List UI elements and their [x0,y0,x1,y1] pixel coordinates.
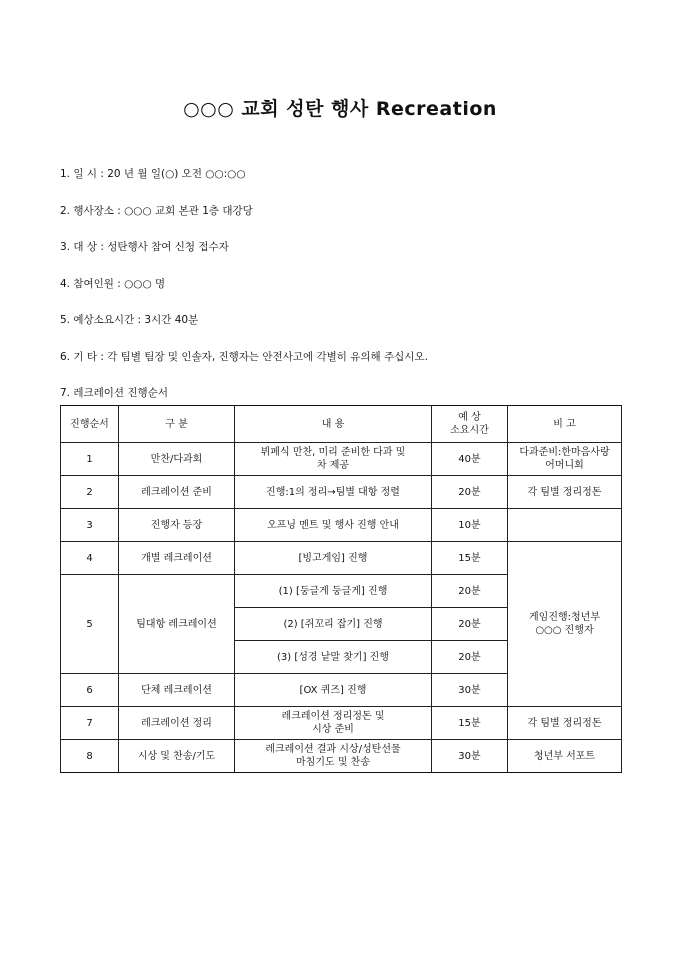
row-content-line: 마침기도 및 찬송 [296,757,370,768]
row-content-line: 레크레이션 정리정돈 및 [281,711,385,722]
row-note: 각 팀별 정리정돈 [508,707,622,740]
info-schedule-heading: 7. 레크레이션 진행순서 [60,387,168,399]
row-order: 5 [61,575,119,674]
row-content [235,443,432,476]
document-title: ○○○ 교회 성탄 행사 Recreation [183,98,497,120]
row-order: 2 [61,476,119,509]
table-row [61,740,622,773]
row-note: 청년부 서포트 [508,740,622,773]
row-note-line: ○○○ 진행자 [535,625,594,636]
row-content: 진행:1의 정리→팀별 대항 정렬 [235,476,432,509]
row-category: 레크레이션 준비 [119,476,235,509]
header-content: 내 용 [235,406,432,443]
table-row [61,542,622,575]
info-participants: 4. 참여인원 : ○○○ 명 [60,278,166,290]
header-time [432,406,508,443]
header-order: 진행순서 [61,406,119,443]
row-order: 6 [61,674,119,707]
row-note [508,443,622,476]
row-content-line: 시상 준비 [312,724,354,735]
row-category: 만찬/다과회 [119,443,235,476]
row-time: 15분 [432,707,508,740]
row-note-line: 다과준비:한마음사랑 [519,447,610,458]
table-header-row [61,406,622,443]
table-row [61,476,622,509]
info-notes: 6. 기 타 : 각 팀별 팀장 및 인솔자, 진행자는 안전사고에 각별히 유의해 주십시오. [60,351,428,363]
row-content: (1) [둥글게 둥글게] 진행 [235,575,432,608]
row-content-line: 차 제공 [316,460,350,471]
row-time: 30분 [432,674,508,707]
row-content: [OX 퀴즈] 진행 [235,674,432,707]
table-row [61,509,622,542]
row-note-empty [508,509,622,542]
header-time-top: 예 상 [458,412,481,423]
row-category: 진행자 등장 [119,509,235,542]
row-category: 팀대항 레크레이션 [119,575,235,674]
row-time: 40분 [432,443,508,476]
row-time: 20분 [432,575,508,608]
row-content: (3) [성경 낱말 찾기] 진행 [235,641,432,674]
row-content: (2) [쥐꼬리 잡기] 진행 [235,608,432,641]
row-note-line: 어머니회 [545,460,584,471]
info-duration: 5. 예상소요시간 : 3시간 40분 [60,314,199,326]
row-order: 8 [61,740,119,773]
row-category: 개별 레크레이션 [119,542,235,575]
row-time: 30분 [432,740,508,773]
table-row [61,707,622,740]
row-time: 10분 [432,509,508,542]
header-category: 구 분 [119,406,235,443]
row-order: 4 [61,542,119,575]
info-target: 3. 대 상 : 성탄행사 참여 신청 접수자 [60,241,229,253]
row-time: 20분 [432,641,508,674]
row-order: 7 [61,707,119,740]
table-row [61,443,622,476]
row-content-line: 뷔페식 만찬, 미리 준비한 다과 및 [260,447,406,458]
row-order: 3 [61,509,119,542]
row-time: 15분 [432,542,508,575]
row-category: 단체 레크레이션 [119,674,235,707]
info-date: 1. 일 시 : 20 년 월 일(○) 오전 ○○:○○ [60,168,246,180]
header-time-bottom: 소요시간 [450,425,489,436]
info-venue: 2. 행사장소 : ○○○ 교회 본관 1층 대강당 [60,205,253,217]
row-content: 오프닝 멘트 및 행사 진행 안내 [235,509,432,542]
row-category: 레크레이션 정리 [119,707,235,740]
row-order: 1 [61,443,119,476]
row-note [508,542,622,707]
row-time: 20분 [432,608,508,641]
row-content-line: 레크레이션 결과 시상/성탄선물 [265,744,401,755]
row-content [235,707,432,740]
row-category: 시상 및 찬송/기도 [119,740,235,773]
header-note: 비 고 [508,406,622,443]
row-note-line: 게임진행:청년부 [529,612,600,623]
row-note: 각 팀별 정리정돈 [508,476,622,509]
row-time: 20분 [432,476,508,509]
row-content [235,740,432,773]
schedule-table [60,405,622,773]
row-content: [빙고게임] 진행 [235,542,432,575]
